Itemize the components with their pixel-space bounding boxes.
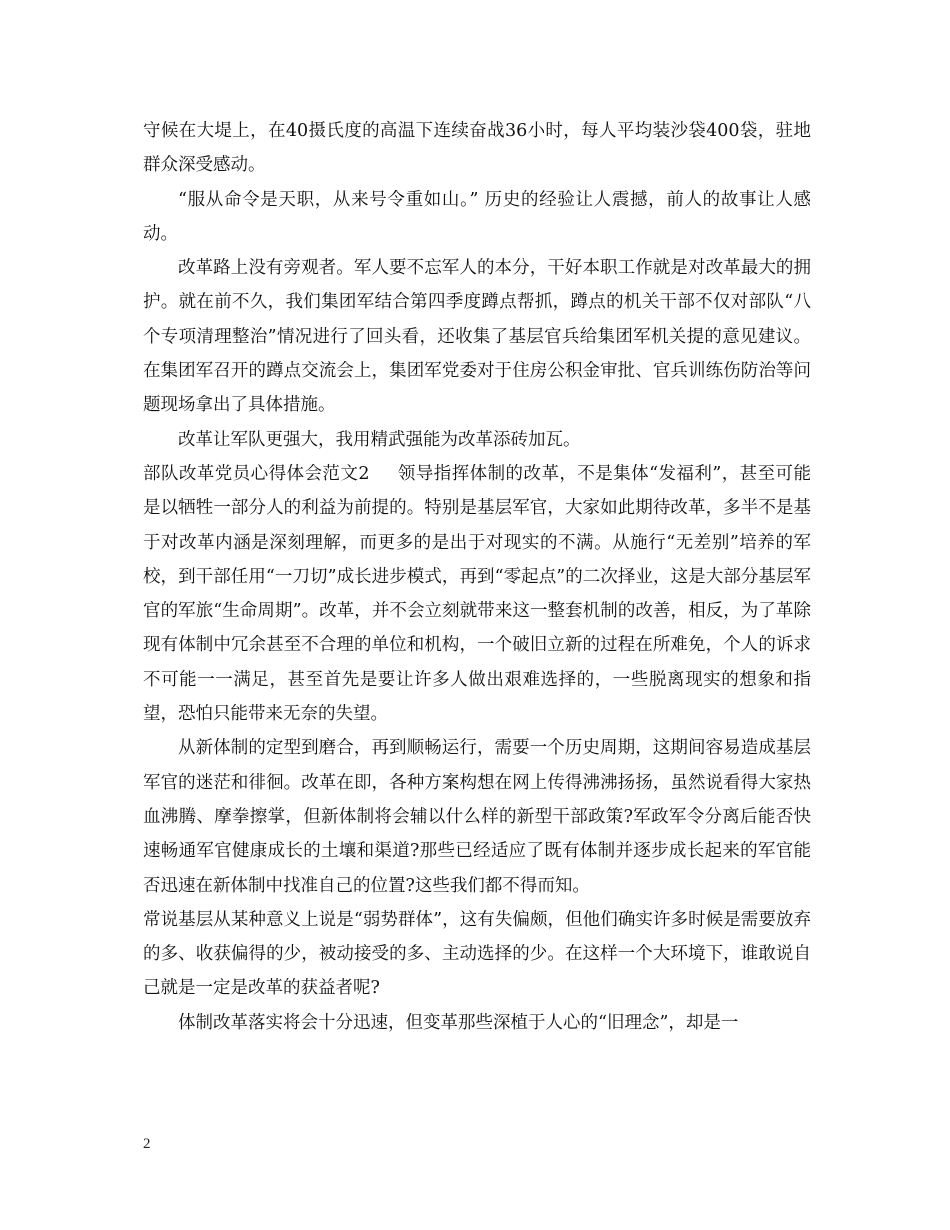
paragraph-2-text: “服从命令是天职，从来号令重如山。” 历史的经验让人震撼，前人的故事让人感动。: [143, 189, 811, 244]
paragraph-3-text: 改革路上没有旁观者。军人要不忘军人的本分，干好本职工作就是对改革最大的拥护。就在前不久，我们集团军结合第四季度蹲点帮抓，蹲点的机关干部不仅对部队“八个专项清理整治”情况进行了回头看，还收集了基层官兵给集团军机关提的意见建议。在集团军召开的蹲点交流会上，集团军党委对于住房公积金审批、官兵训练伤防治等问题现场拿出了具体措施。: [143, 258, 811, 416]
paragraph-7-text: 常说基层从某种意义上说是“弱势群体”，这有失偏颇，但他们确实许多时候是需要放弃的多、收获偏得的少，被动接受的多、主动选择的少。在这样一个大环境下，谁敢说自己就是一定是改革的获益者呢?: [143, 909, 811, 999]
paragraph-4-text: 改革让军队更强大，我用精武强能为改革添砖加瓦。: [178, 429, 581, 450]
paragraph-2: [143, 183, 811, 252]
paragraph-7: [143, 903, 811, 1006]
paragraph-8: [143, 1006, 811, 1040]
paragraph-3: [143, 251, 811, 422]
page-number: 2: [143, 1136, 151, 1152]
document-body: [143, 114, 811, 1040]
section-heading: 部队改革党员心得体会范文2: [143, 463, 370, 484]
paragraph-5: [143, 457, 811, 731]
paragraph-4: [143, 423, 811, 457]
paragraph-1: [143, 114, 811, 183]
paragraph-1-text: 守候在大堤上，在40摄氏度的高温下连续奋战36小时，每人平均装沙袋400袋，驻地群众深受感动。: [143, 121, 811, 176]
paragraph-8-text: 体制改革落实将会十分迅速，但变革那些深植于人心的“旧理念”，却是一: [178, 1012, 739, 1033]
paragraph-5-text: 领导指挥体制的改革，不是集体“发福利”，甚至可能是以牺牲一部分人的利益为前提的。特别是基层军官，大家如此期待改革，多半不是基于对改革内涵是深刻理解，而更多的是出于对现实的不满。从施行“无差别”培养的军校，到干部任用“一刀切”成长进步模式，再到“零起点”的二次择业，这是大部分基层军官的军旅“生命周期”。改革，并不会立刻就带来这一整套机制的改善，相反，为了革除现有体制中冗余甚至不合理的单位和机构，一个破旧立新的过程在所难免，个人的诉求不可能一一满足，甚至首先是要让许多人做出艰难选择的，一些脱离现实的想象和指望，恐怕只能带来无奈的失望。: [143, 463, 811, 725]
paragraph-6: [143, 731, 811, 902]
paragraph-6-text: 从新体制的定型到磨合，再到顺畅运行，需要一个历史周期，这期间容易造成基层军官的迷茫和徘徊。改革在即，各种方案构想在网上传得沸沸扬扬，虽然说看得大家热血沸腾、摩拳擦掌，但新体制将会辅以什么样的新型干部政策?军政军令分离后能否快速畅通军官健康成长的土壤和渠道?那些已经适应了既有体制并逐步成长起来的军官能否迅速在新体制中找准自己的位置?这些我们都不得而知。: [143, 738, 811, 896]
